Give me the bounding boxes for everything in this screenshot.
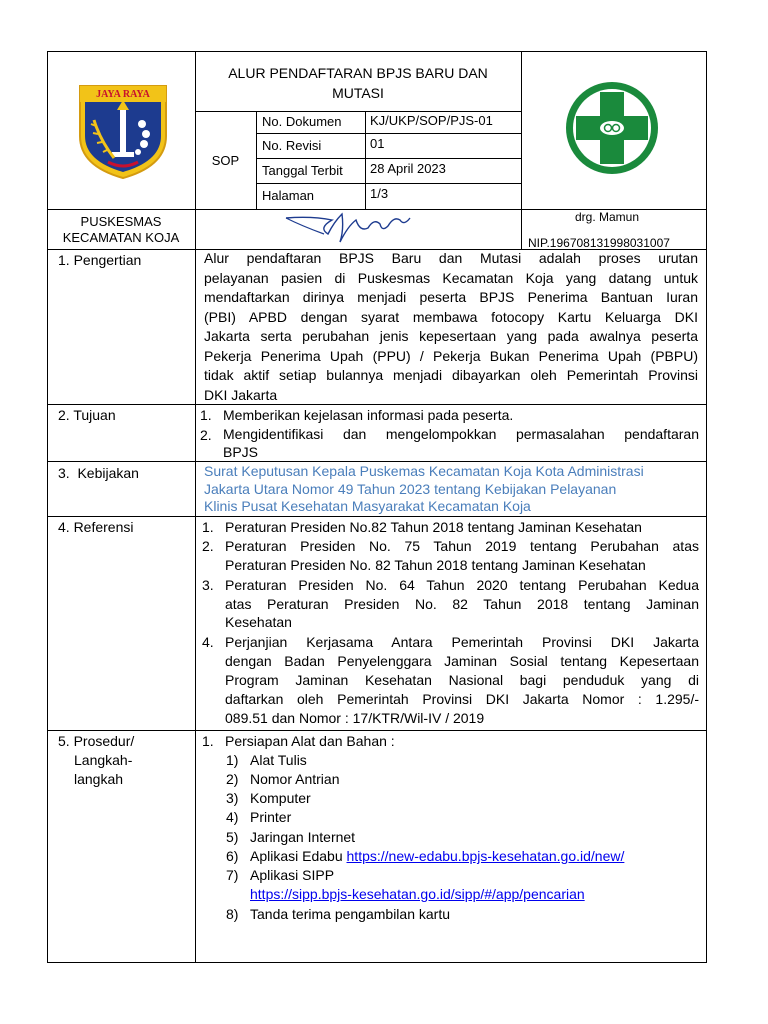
tujuan-item1-num: 1. [200,407,212,423]
section-label-tujuan: 2. Tujuan [58,407,116,423]
referensi-2: Peraturan Presiden No. 75 Tahun 2019 tentang Perubahan atas Peraturan Presiden No. 82 Tahun 2018 tentang Jaminan Kesehatan [225,538,699,573]
referensi-4: Perjanjian Kerjasama Antara Pemerintah Provinsi DKI Jakarta dengan Badan Penyelenggara Jaminan Sosial tentang Kepesertaan Program Jaminan Kesehatan Nasional bagi penduduk yang di daftarkan oleh Pemerintah Provinsi DKI Jakarta Nomor : 1.295/- 089.51 dan Nomor : 17/KTR/Wil-IV / 2019 [225,634,699,726]
list-item: Nomor Antrian [250,771,340,787]
section-label-prosedur-line2: Langkah- [74,752,133,768]
list-item: Komputer [250,790,311,806]
referensi-2-num: 2. [202,538,214,554]
signer-name: drg. Mamun [575,210,640,224]
list-item: Aplikasi SIPP [250,867,335,883]
edabu-label: Aplikasi Edabu [250,848,347,864]
referensi-1-num: 1. [202,519,214,535]
signer-nip: NIP.196708131998031007 [528,236,670,250]
referensi-4-num: 4. [202,634,214,650]
logo-motto: JAYA RAYA [96,89,150,100]
document-title-line1: ALUR PENDAFTARAN BPJS BARU DAN [228,65,488,81]
meta-label-no-revisi: No. Revisi [262,138,322,153]
meta-value-halaman: 1/3 [370,186,389,201]
institution-name-line2: KECAMATAN KOJA [62,230,180,245]
list-item-num: 5) [226,829,239,845]
list-item-num: 6) [226,848,239,864]
edabu-link[interactable]: https://new-edabu.bpjs-kesehatan.go.id/new/ [346,848,625,864]
referensi-3-num: 3. [202,577,214,593]
meta-label-no-dokumen: No. Dokumen [262,114,342,129]
list-item-edabu [250,847,624,865]
list-item: Printer [250,809,292,825]
puskesmas-logo [562,78,662,178]
meta-value-no-dokumen: KJ/UKP/SOP/PJS-01 [370,113,493,128]
list-item: Jaringan Internet [250,829,356,845]
section-label-referensi: 4. Referensi [58,519,134,535]
sipp-link-row [250,885,585,903]
institution-name-line1: PUSKESMAS [80,214,162,229]
list-item-num: 7) [226,867,239,883]
signature-image [282,210,418,246]
list-item-num: 8) [226,906,239,922]
tujuan-item2-num: 2. [200,427,212,443]
list-item-num: 3) [226,790,239,806]
sipp-link[interactable]: https://sipp.bpjs-kesehatan.go.id/sipp/#/app/pencarian [250,886,585,902]
referensi-3: Peraturan Presiden No. 64 Tahun 2020 tentang Perubahan Kedua atas Peraturan Presiden No. 82 Tahun 2018 tentang Jaminan Kesehatan [225,577,699,630]
meta-label-tanggal-terbit: Tanggal Terbit [262,163,343,178]
section-label-prosedur-line3: langkah [74,771,124,787]
jakarta-emblem-logo [74,80,172,180]
pengertian-text: Alur pendaftaran BPJS Baru dan Mutasi adalah proses urutan pelayanan pasien di Puskesmas Kecamatan Koja yang datang untuk mendaftarkan dirinya menjadi peserta BPJS Penerima Bantuan Iuran (PBI) APBD dengan syarat membawa fotocopy Kartu Keluarga DKI Jakarta serta perubahan jenis kepesertaan yang pada awalnya peserta Pekerja Penerima Upah (PPU) / Pekerja Bukan Penerima Upah (PBPU) tidak aktif setiap bulannya menjadi dibayarkan oleh Pemerintah Provinsi DKI Jakarta [204,250,698,403]
prosedur-step1-num: 1. [202,733,214,749]
tujuan-item1: Memberikan kejelasan informasi pada peserta. [223,407,514,423]
tujuan-item2: Mengidentifikasi dan mengelompokkan permasalahan pendaftaran BPJS [223,426,699,460]
list-item-num: 2) [226,771,239,787]
meta-value-tanggal-terbit: 28 April 2023 [370,161,446,176]
referensi-1: Peraturan Presiden No.82 Tahun 2018 tentang Jaminan Kesehatan [225,519,642,535]
prosedur-step1: Persiapan Alat dan Bahan : [225,733,395,749]
meta-value-no-revisi: 01 [370,136,385,151]
document-title-line2: MUTASI [332,85,384,101]
list-item-num: 1) [226,752,239,768]
section-label-kebijakan: 3. Kebijakan [58,465,139,481]
section-label-pengertian: 1. Pengertian [58,252,142,268]
meta-label-halaman: Halaman [262,188,315,203]
section-label-prosedur-line1: 5. Prosedur/ [58,733,135,749]
list-item: Alat Tulis [250,752,307,768]
list-item: Tanda terima pengambilan kartu [250,906,451,922]
list-item-num: 4) [226,809,239,825]
sop-label: SOP [211,153,240,168]
kebijakan-text: Surat Keputusan Kepala Puskemas Kecamatan Koja Kota Administrasi Jakarta Utara Nomor 49 Tahun 2023 tentang Kebijakan Pelayanan Klinis Pusat Kesehatan Masyarakat Kecamatan Koja [204,463,644,514]
